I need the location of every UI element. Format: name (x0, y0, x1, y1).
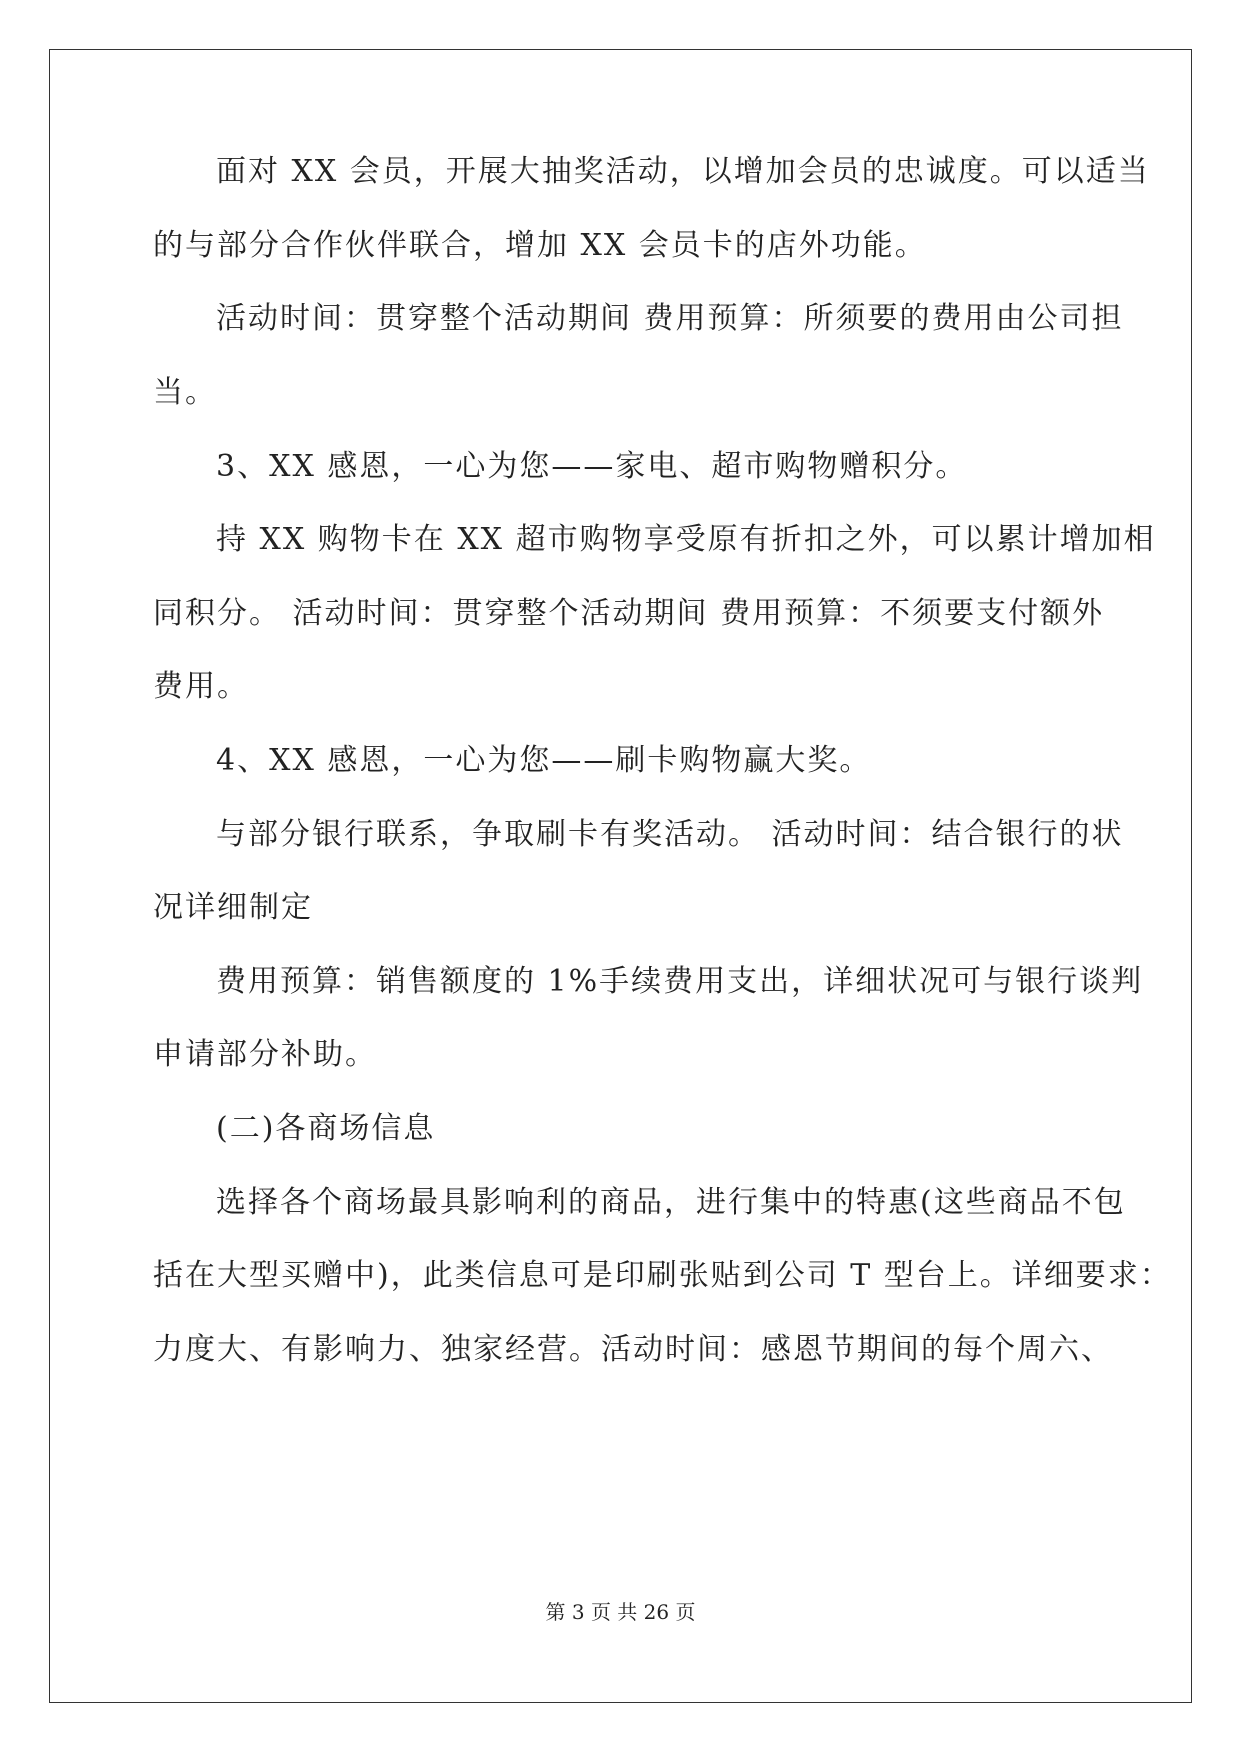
section-heading: (二)各商场信息 (216, 1111, 436, 1146)
paragraph-6-line-1: 与部分银行联系，争取刷卡有奖活动。 活动时间：结合银行的状 (216, 817, 1124, 852)
page-border (49, 49, 1192, 1703)
paragraph-7-line-2: 申请部分补助。 (153, 1037, 377, 1072)
paragraph-9-line-1: 选择各个商场最具影响利的商品，进行集中的特惠(这些商品不包 (216, 1185, 1126, 1220)
paragraph-4-line-2: 同积分。 活动时间：贯穿整个活动期间 费用预算：不须要支付额外 (153, 596, 1105, 631)
paragraph-4-line-1: 持 XX 购物卡在 XX 超市购物享受原有折扣之外，可以累计增加相 (216, 522, 1156, 557)
paragraph-9-line-2: 括在大型买赠中)，此类信息可是印刷张贴到公司 T 型台上。详细要求： (153, 1258, 1172, 1293)
paragraph-2-line-2: 当。 (153, 375, 217, 410)
paragraph-3-line-1: 3、XX 感恩，一心为您——家电、超市购物赠积分。 (216, 449, 968, 484)
paragraph-1-line-2: 的与部分合作伙伴联合，增加 XX 会员卡的店外功能。 (153, 228, 927, 263)
paragraph-1-line-1: 面对 XX 会员，开展大抽奖活动，以增加会员的忠诚度。可以适当 (216, 154, 1150, 189)
paragraph-2-line-1: 活动时间：贯穿整个活动期间 费用预算：所须要的费用由公司担 (216, 301, 1124, 336)
paragraph-5-line-1: 4、XX 感恩，一心为您——刷卡购物赢大奖。 (216, 743, 872, 778)
page-number-footer: 第 3 页 共 26 页 (545, 1600, 696, 1624)
paragraph-9-line-3: 力度大、有影响力、独家经营。活动时间：感恩节期间的每个周六、 (153, 1332, 1113, 1367)
paragraph-4-line-3: 费用。 (153, 669, 249, 704)
paragraph-6-line-2: 况详细制定 (153, 890, 313, 925)
paragraph-7-line-1: 费用预算：销售额度的 1%手续费用支出，详细状况可与银行谈判 (216, 964, 1144, 999)
